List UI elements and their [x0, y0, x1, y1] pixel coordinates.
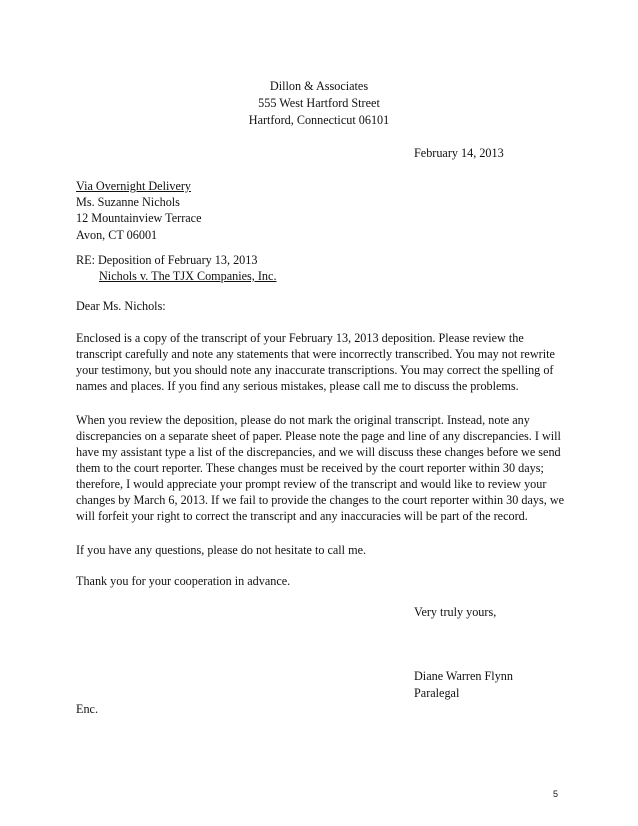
paragraph-line: them to the court reporter. These changes must be received by the court reporter within 30 days;: [76, 461, 544, 475]
letterhead-street: 555 West Hartford Street: [258, 96, 380, 110]
paragraph-line: When you review the deposition, please do not mark the original transcript. Instead, note any: [76, 413, 530, 427]
letterhead-firm: Dillon & Associates: [269, 79, 369, 93]
paragraph-line: Enclosed is a copy of the transcript of your February 13, 2013 deposition. Please review the: [76, 331, 524, 345]
body-paragraph-3: If you have any questions, please do not hesitate to call me.: [76, 543, 367, 557]
re-line: RE: Deposition of February 13, 2013: [76, 253, 258, 267]
paragraph-line: therefore, I would appreciate your prompt review of the transcript and would like to review your: [76, 477, 547, 491]
signer-title: Paralegal: [414, 686, 460, 700]
delivery-method: Via Overnight Delivery: [76, 179, 192, 193]
letter-date: February 14, 2013: [414, 146, 504, 160]
page-number: 5: [553, 789, 559, 799]
paragraph-line: changes by March 6, 2013. If we fail to provide the changes to the court reporter within 30 days, we: [76, 493, 565, 507]
closing: Very truly yours,: [414, 605, 497, 619]
salutation: Dear Ms. Nichols:: [76, 299, 166, 313]
recipient-street: 12 Mountainview Terrace: [76, 211, 202, 225]
paragraph-line: will forfeit your right to correct the transcript and any inaccuracies will be part of the record.: [76, 509, 528, 523]
paragraph-line: have my assistant type a list of the discrepancies, and we will discuss these changes before we send: [76, 445, 561, 459]
re-case-name: Nichols v. The TJX Companies, Inc.: [99, 269, 277, 283]
recipient-name: Ms. Suzanne Nichols: [76, 195, 180, 209]
enclosure-note: Enc.: [76, 702, 98, 716]
signer-name: Diane Warren Flynn: [414, 669, 513, 683]
paragraph-line: your testimony, but you should note any inaccurate transcriptions. You may correct the spelling of: [76, 363, 554, 377]
recipient-city: Avon, CT 06001: [76, 228, 158, 242]
letterhead-city: Hartford, Connecticut 06101: [248, 113, 390, 127]
paragraph-line: names and places. If you find any serious mistakes, please call me to discuss the problems.: [76, 379, 519, 393]
paragraph-line: transcript carefully and note any statements that were incorrectly transcribed. You may not rewrite: [76, 347, 555, 361]
body-paragraph-4: Thank you for your cooperation in advance.: [76, 574, 291, 588]
body-paragraph-2: [76, 412, 566, 524]
paragraph-line: discrepancies on a separate sheet of paper. Please note the page and line of any discrepancies. I will: [76, 429, 561, 443]
body-paragraph-1: [76, 330, 566, 394]
